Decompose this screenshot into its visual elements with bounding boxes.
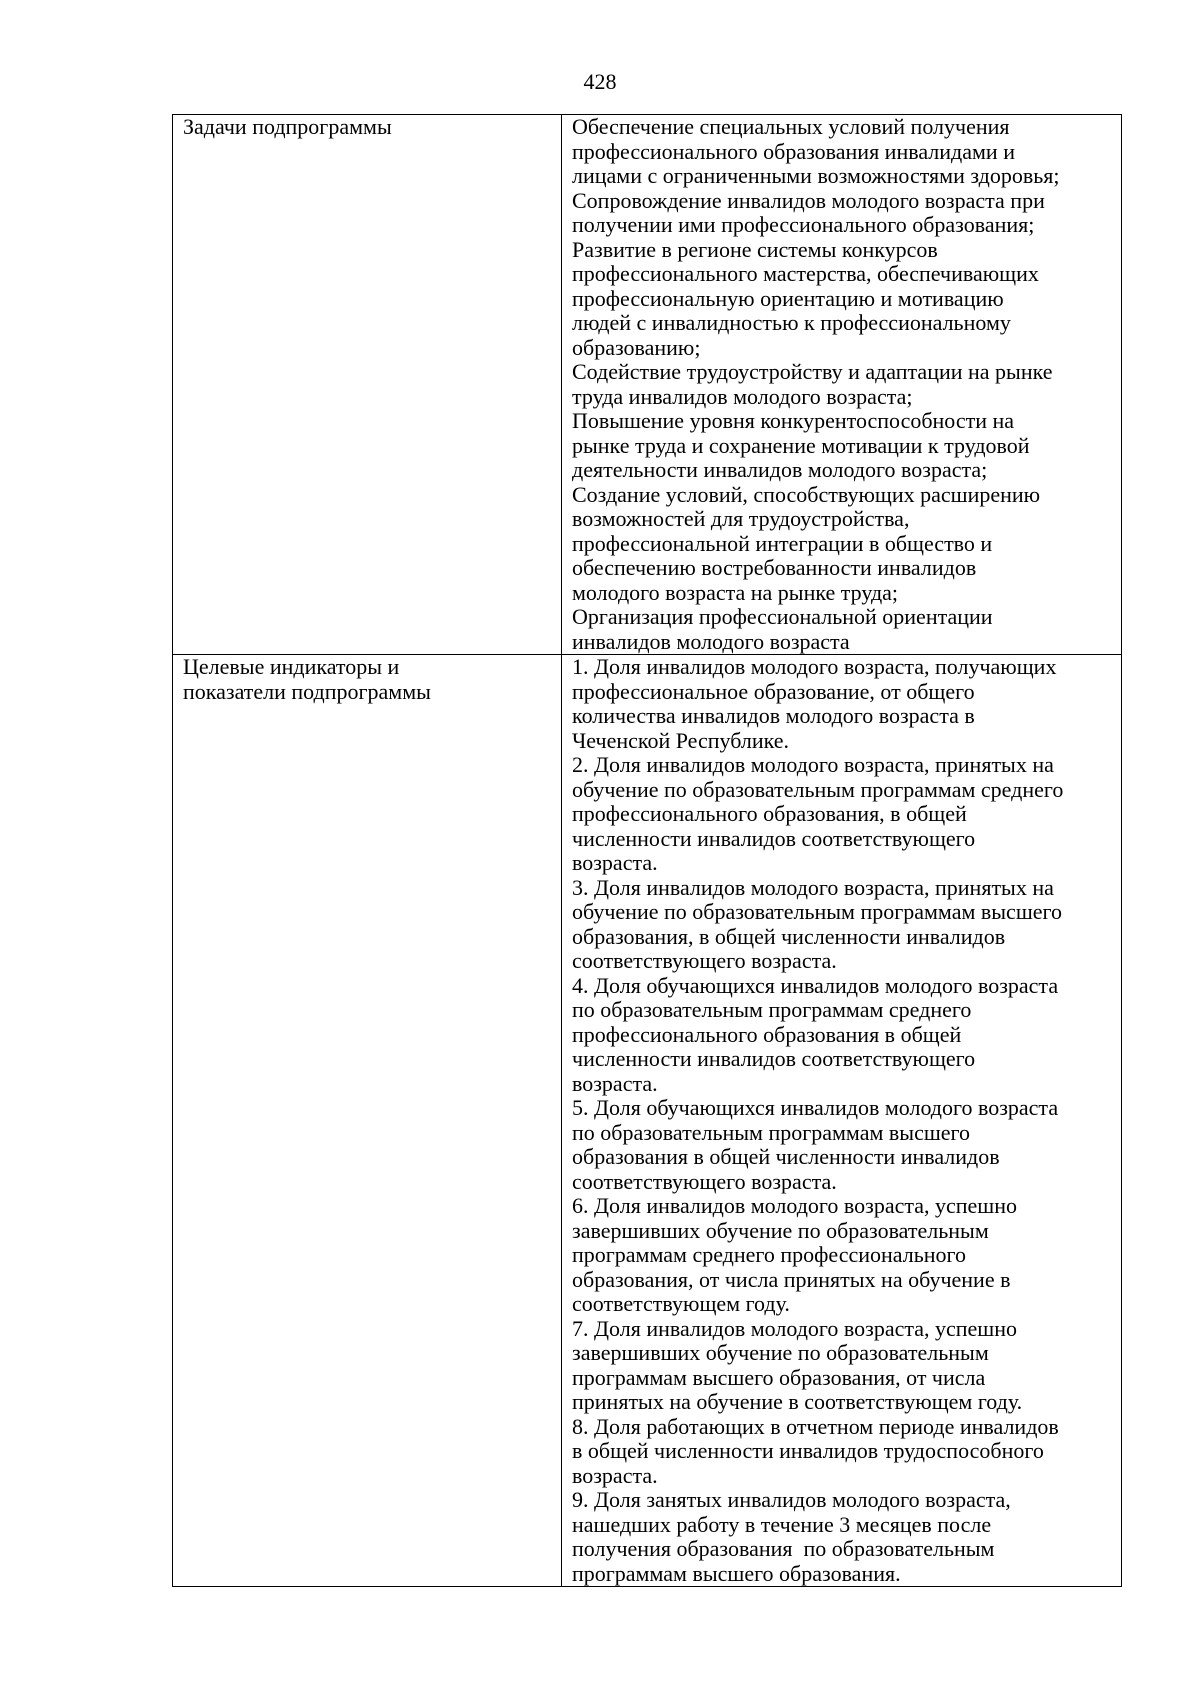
row-content-line: 2. Доля инвалидов молодого возраста, принятых на	[572, 752, 1054, 777]
row-content-line: возможностей для трудоустройства,	[572, 506, 910, 531]
row-content-line: образования, в общей численности инвалидов	[572, 923, 1006, 949]
row-content-line: соответствующего возраста.	[572, 948, 837, 973]
row-content-line: 7. Доля инвалидов молодого возраста, успешно	[572, 1315, 1018, 1341]
row-content-line: программам высшего образования.	[572, 1560, 901, 1586]
row-content-line: Чеченской Республике.	[572, 727, 790, 753]
row-content-line: Содействие трудоустройству и адаптации на рынке	[572, 359, 1053, 384]
row-label-line: Задачи подпрограммы	[183, 114, 392, 139]
row-content-line: Развитие в регионе системы конкурсов	[572, 236, 938, 262]
row-content-line: 4. Доля обучающихся инвалидов молодого возраста	[572, 972, 1059, 998]
row-content-line: получения образования по образовательным	[572, 1536, 995, 1561]
row-content-line: нашедших работу в течение 3 месяцев после	[572, 1511, 992, 1537]
row-content-line: завершивших обучение по образовательным	[572, 1340, 989, 1365]
row-content-line: труда инвалидов молодого возраста;	[572, 383, 913, 409]
row-content-line: численности инвалидов соответствующего	[572, 825, 976, 851]
row-label-cell	[173, 115, 562, 655]
row-content-line: деятельности инвалидов молодого возраста;	[572, 457, 988, 482]
row-content-line: образования в общей численности инвалидов	[572, 1144, 1000, 1169]
row-content-line: соответствующего возраста.	[572, 1168, 837, 1194]
row-content-line: 9. Доля занятых инвалидов молодого возраста,	[572, 1487, 1011, 1512]
row-content-line: Создание условий, способствующих расширению	[572, 481, 1041, 507]
row-content-line: возраста.	[572, 850, 658, 875]
program-table	[172, 114, 1122, 1587]
row-content-line: Повышение уровня конкурентоспособности на	[572, 408, 1015, 433]
row-content-line: профессионального образования, в общей	[572, 801, 967, 826]
row-content-line: в общей численности инвалидов трудоспособного	[572, 1438, 1044, 1463]
row-content-line: завершивших обучение по образовательным	[572, 1217, 989, 1243]
row-content-line: профессионального образования инвалидами и	[572, 138, 1015, 164]
row-content-line: 6. Доля инвалидов молодого возраста, успешно	[572, 1193, 1018, 1218]
row-content-line: Сопровождение инвалидов молодого возраста при	[572, 187, 1045, 213]
row-content-line: по образовательным программам высшего	[572, 1119, 971, 1145]
row-content-line: профессиональной интеграции в общество и	[572, 530, 993, 556]
row-label-line: показатели подпрограммы	[183, 678, 431, 704]
table-row-tasks	[173, 115, 1122, 655]
row-content-line: возраста.	[572, 1462, 658, 1488]
row-content-line: профессиональную ориентацию и мотивацию	[572, 285, 1004, 311]
row-content-line: инвалидов молодого возраста	[572, 628, 850, 654]
row-label-cell	[173, 655, 562, 1587]
row-content-line: 5. Доля обучающихся инвалидов молодого возраста	[572, 1095, 1059, 1120]
row-content-line: лицами с ограниченными возможностями здоровья;	[572, 163, 1060, 188]
row-content-line: профессионального мастерства, обеспечивающих	[572, 261, 1039, 286]
row-content-line: людей с инвалидностью к профессиональному	[572, 310, 1011, 335]
row-content-line: 8. Доля работающих в отчетном периоде инвалидов	[572, 1413, 1059, 1439]
row-content-line: профессиональное образование, от общего	[572, 678, 975, 704]
row-content-line: молодого возраста на рынке труда;	[572, 579, 899, 605]
row-content-line: возраста.	[572, 1070, 658, 1096]
row-label-line: Целевые индикаторы и	[183, 654, 400, 679]
row-content-line: профессионального образования в общей	[572, 1021, 962, 1047]
row-content-line: соответствующем году.	[572, 1291, 790, 1316]
row-content-line: обучение по образовательным программам среднего	[572, 776, 1064, 802]
row-content-line: образованию;	[572, 334, 701, 360]
row-content-line: численности инвалидов соответствующего	[572, 1046, 976, 1071]
page-number: 428	[583, 69, 617, 94]
table-row-indicators	[173, 655, 1122, 1587]
row-content-line: принятых на обучение в соответствующем году.	[572, 1389, 1023, 1414]
row-content-cell	[562, 115, 1122, 655]
row-content-line: образования, от числа принятых на обучение в	[572, 1266, 1011, 1292]
row-content-line: 1. Доля инвалидов молодого возраста, получающих	[572, 654, 1057, 679]
row-content-line: рынке труда и сохранение мотивации к трудовой	[572, 432, 1030, 458]
row-content-line: Организация профессиональной ориентации	[572, 604, 993, 629]
row-content-line: Обеспечение специальных условий получения	[572, 114, 1010, 139]
row-content-line: программам среднего профессионального	[572, 1242, 967, 1267]
row-content-cell	[562, 655, 1122, 1587]
row-content-line: обучение по образовательным программам высшего	[572, 899, 1063, 924]
row-content-line: по образовательным программам среднего	[572, 997, 972, 1022]
row-content-line: программам высшего образования, от числа	[572, 1364, 986, 1390]
row-content-line: получении ими профессионального образования;	[572, 212, 1035, 237]
row-content-line: количества инвалидов молодого возраста в	[572, 703, 975, 728]
row-content-line: обеспечению востребованности инвалидов	[572, 555, 977, 580]
row-content-line: 3. Доля инвалидов молодого возраста, принятых на	[572, 874, 1054, 900]
